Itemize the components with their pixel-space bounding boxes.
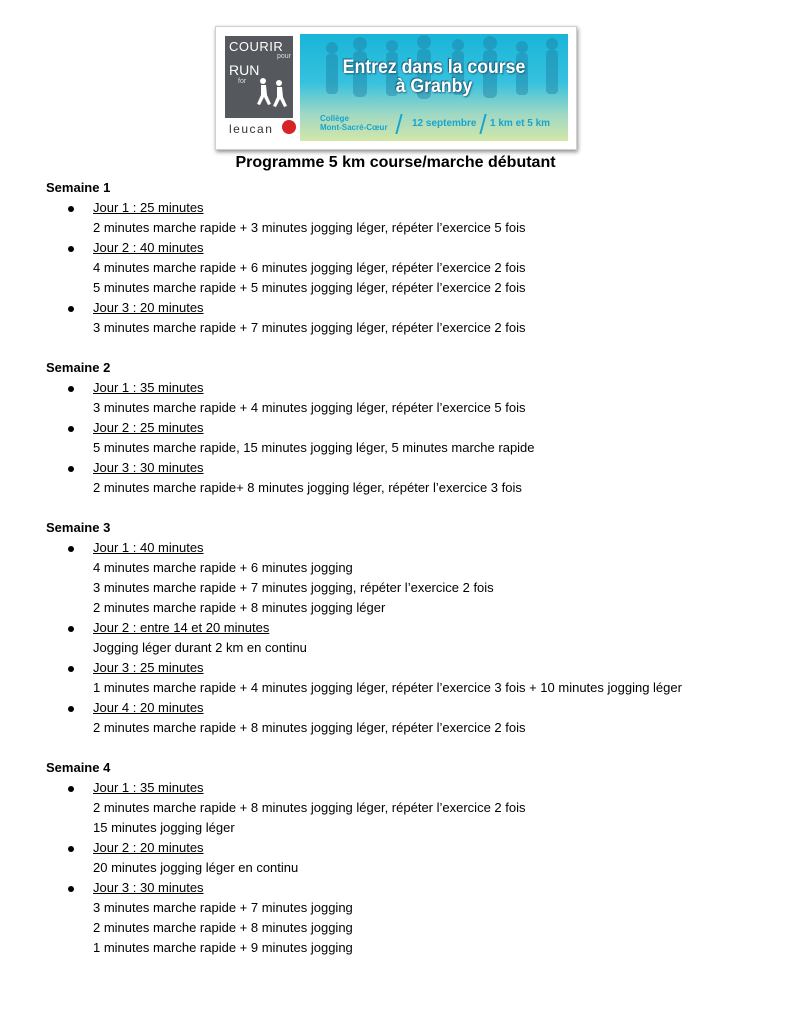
day-item	[46, 238, 766, 298]
exercise-line: 2 minutes marche rapide + 3 minutes jogging léger, répéter l’exercice 5 fois	[93, 220, 526, 235]
training-program	[46, 178, 766, 978]
separator	[479, 114, 486, 134]
bullet-icon	[68, 246, 74, 252]
day-label: Jour 4 : 20 minutes	[93, 700, 204, 715]
banner-info-strip	[306, 112, 568, 137]
day-label: Jour 1 : 25 minutes	[93, 200, 204, 215]
day-item	[46, 698, 766, 738]
week-title: Semaine 2	[46, 360, 111, 375]
page-title: Programme 5 km course/marche débutant	[235, 154, 556, 171]
week-title: Semaine 1	[46, 180, 111, 195]
exercise-line: 2 minutes marche rapide + 8 minutes jogging léger	[93, 600, 386, 615]
bullet-icon	[68, 846, 74, 852]
day-label: Jour 2 : 40 minutes	[93, 240, 204, 255]
week-section	[46, 178, 766, 338]
week-title: Semaine 3	[46, 520, 111, 535]
day-item	[46, 838, 766, 878]
day-item	[46, 538, 766, 618]
event-distance: 1 km et 5 km	[490, 118, 551, 129]
exercise-line: 4 minutes marche rapide + 6 minutes jogging léger, répéter l’exercice 2 fois	[93, 260, 526, 275]
day-item	[46, 658, 766, 698]
week-section	[46, 518, 766, 738]
day-label: Jour 2 : entre 14 et 20 minutes	[93, 620, 270, 635]
exercise-line: 3 minutes marche rapide + 7 minutes jogging léger, répéter l’exercice 2 fois	[93, 320, 526, 335]
event-date: 12 septembre	[412, 118, 477, 129]
courir-pour-leucan-logo	[222, 34, 300, 141]
week-section	[46, 758, 766, 958]
day-label: Jour 2 : 25 minutes	[93, 420, 204, 435]
bullet-icon	[68, 666, 74, 672]
day-label: Jour 1 : 40 minutes	[93, 540, 204, 555]
banner-headline	[322, 58, 545, 96]
exercise-line: 2 minutes marche rapide+ 8 minutes jogging léger, répéter l’exercice 3 fois	[93, 480, 522, 495]
ladybug-icon	[282, 120, 296, 134]
logo-leucan-text: leucan	[229, 122, 274, 136]
exercise-line: Jogging léger durant 2 km en continu	[93, 640, 307, 655]
bullet-icon	[68, 206, 74, 212]
day-item	[46, 878, 766, 958]
college-name	[320, 114, 388, 132]
exercise-line: 5 minutes marche rapide + 5 minutes jogging léger, répéter l’exercice 2 fois	[93, 280, 526, 295]
day-item	[46, 198, 766, 238]
exercise-line: 1 minutes marche rapide + 4 minutes jogging léger, répéter l’exercice 3 fois + 10 minutes jogging léger	[93, 680, 682, 695]
exercise-line: 15 minutes jogging léger	[93, 820, 235, 835]
bullet-icon	[68, 886, 74, 892]
exercise-line: 2 minutes marche rapide + 8 minutes jogging léger, répéter l’exercice 2 fois	[93, 720, 526, 735]
exercise-line: 5 minutes marche rapide, 15 minutes jogging léger, 5 minutes marche rapide	[93, 440, 535, 455]
logo-courir-text: COURIR	[229, 39, 284, 54]
college-line-2: Mont-Sacré-Cœur	[320, 123, 388, 132]
exercise-line: 2 minutes marche rapide + 8 minutes jogging	[93, 920, 353, 935]
headline-line-1: Entrez dans la course	[342, 57, 526, 78]
logo-run-text: RUN	[229, 62, 260, 78]
day-item	[46, 778, 766, 838]
bullet-icon	[68, 426, 74, 432]
exercise-line: 3 minutes marche rapide + 4 minutes jogging léger, répéter l’exercice 5 fois	[93, 400, 526, 415]
college-line-1: Collège	[320, 114, 349, 123]
bullet-icon	[68, 546, 74, 552]
day-label: Jour 2 : 20 minutes	[93, 840, 204, 855]
day-label: Jour 3 : 30 minutes	[93, 880, 204, 895]
bullet-icon	[68, 466, 74, 472]
separator	[395, 114, 402, 134]
day-item	[46, 418, 766, 458]
day-item	[46, 458, 766, 498]
bullet-icon	[68, 306, 74, 312]
exercise-line: 2 minutes marche rapide + 8 minutes jogging léger, répéter l’exercice 2 fois	[93, 800, 526, 815]
exercise-line: 1 minutes marche rapide + 9 minutes jogging	[93, 940, 353, 955]
day-label: Jour 3 : 30 minutes	[93, 460, 204, 475]
logo-pour-text: pour	[277, 53, 292, 60]
exercise-line: 20 minutes jogging léger en continu	[93, 860, 299, 875]
banner-image	[222, 34, 568, 141]
day-label: Jour 1 : 35 minutes	[93, 780, 204, 795]
day-item	[46, 298, 766, 338]
day-label: Jour 3 : 20 minutes	[93, 300, 204, 315]
day-item	[46, 378, 766, 418]
bullet-icon	[68, 386, 74, 392]
bullet-icon	[68, 786, 74, 792]
day-label: Jour 3 : 25 minutes	[93, 660, 204, 675]
headline-line-2: à Granby	[395, 76, 473, 97]
bullet-icon	[68, 626, 74, 632]
day-label: Jour 1 : 35 minutes	[93, 380, 204, 395]
exercise-line: 4 minutes marche rapide + 6 minutes jogging	[93, 560, 353, 575]
logo-for-text: for	[238, 78, 247, 85]
week-title: Semaine 4	[46, 760, 111, 775]
event-banner	[215, 26, 577, 150]
runners-icon	[253, 76, 289, 110]
exercise-line: 3 minutes marche rapide + 7 minutes jogging, répéter l’exercice 2 fois	[93, 580, 494, 595]
day-item	[46, 618, 766, 658]
bullet-icon	[68, 706, 74, 712]
exercise-line: 3 minutes marche rapide + 7 minutes jogging	[93, 900, 353, 915]
week-section	[46, 358, 766, 498]
